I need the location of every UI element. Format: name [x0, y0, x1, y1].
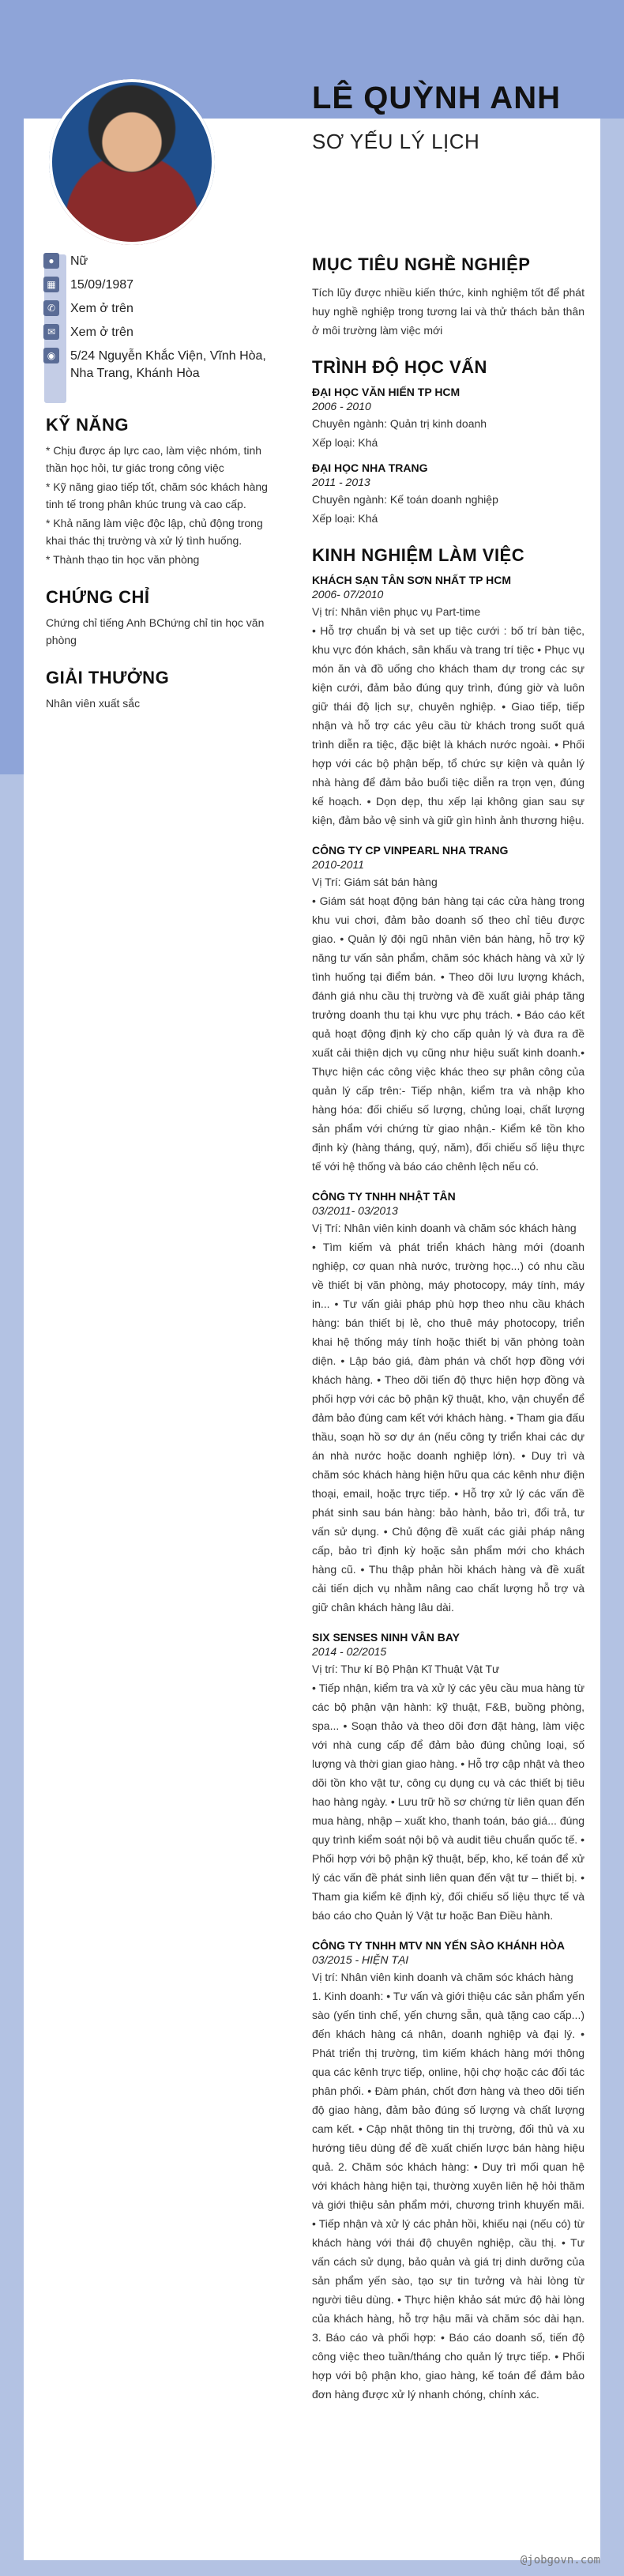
certificates-section: [46, 587, 275, 649]
section-heading: MỤC TIÊU NGHỀ NGHIỆP: [312, 254, 531, 274]
contact-phone: [43, 300, 280, 318]
section-heading: GIẢI THƯỞNG: [46, 668, 170, 687]
experience-position: Vị trí: Nhân viên phục vụ Part-time: [312, 605, 481, 618]
contact-text: 15/09/1987: [70, 278, 134, 292]
experience-position: Vị Trí: Giám sát bán hàng: [312, 876, 438, 888]
awards-section: [46, 668, 275, 712]
document-title: SƠ YẾU LÝ LỊCH: [312, 130, 480, 153]
phone-icon: ✆: [43, 300, 59, 316]
left-column: [46, 415, 275, 731]
skill-item: * Kỹ năng giao tiếp tốt, chăm sóc khách hàng tinh tế trong phân khúc trung và cao cấp.: [46, 480, 268, 510]
contact-text: Xem ở trên: [70, 326, 133, 339]
experience-item: [312, 1190, 585, 1617]
contact-birthday: [43, 277, 280, 294]
experience-date: 2014 - 02/2015: [312, 1645, 387, 1658]
experience-description: • Hỗ trợ chuẩn bị và set up tiệc cưới : bố trí bàn tiệc, khu vực đón khách, sân khấu và trang trí tiệc • Phục vụ món ăn và đồ uống cho khách tham dự trong các sự kiện cưới, đảm bảo đúng quy trình, đúng giờ và luôn giữ thái độ lịch sự, chuyên nghiệp. • Giao tiếp, tiếp nhận và hỗ trợ các yêu cầu từ khách trong suốt quá trình diễn ra tiệc, đặc biệt là khách nước ngoài. • Phối hợp với các bộ phận bếp, tổ chức sự kiện và quản lý nhà hàng để đảm bảo buổi tiệc diễn ra trọn vẹn, đúng kế hoạch. • Dọn dẹp, thu xếp lại không gian sau sự kiện, đảm bảo vệ sinh và giữ gìn hình ảnh thương hiệu.: [312, 624, 585, 827]
section-heading: KỸ NĂNG: [46, 415, 129, 435]
experience-date: 03/2011- 03/2013: [312, 1204, 398, 1217]
experience-section: [312, 545, 585, 2404]
company-name: SIX SENSES NINH VÂN BAY: [312, 1631, 460, 1644]
contact-gender: [43, 253, 280, 270]
skill-item: * Chịu được áp lực cao, làm việc nhóm, tinh thần học hỏi, tư giác trong công việc: [46, 444, 262, 474]
education-grade: Xếp loại: Khá: [312, 436, 378, 449]
experience-item: [312, 1939, 585, 2404]
experience-position: Vị trí: Nhân viên kinh doanh và chăm sóc khách hàng: [312, 1971, 573, 1983]
email-icon: ✉: [43, 324, 59, 340]
school-name: ĐẠI HỌC VĂN HIẾN TP HCM: [312, 386, 460, 398]
section-heading: KINH NGHIỆM LÀM VIỆC: [312, 545, 525, 565]
experience-description: • Giám sát hoạt động bán hàng tại các cửa hàng trong khu vui chơi, đảm bảo doanh số theo chỉ tiêu được giao. • Quản lý đội ngũ nhân viên bán hàng, hỗ trợ kỹ năng tư vấn sản phẩm, chăm sóc khách hàng và xử lý tình huống tại điểm bán. • Theo dõi lưu lượng khách, đánh giá nhu cầu thị trường và đề xuất giải pháp tăng trưởng doanh thu tại khu vực phụ trách. • Báo cáo kết quả hoạt động định kỳ cho cấp quản lý và đưa ra đề xuất cải thiện dịch vụ cũng như hiệu suất kinh doanh.• Thực hiện các công việc khác theo sự phân công của quản lý cấp trên:- Tiếp nhận, kiểm tra và nhập kho hàng hóa: đối chiếu số lượng, chủng loại, chất lượng sản phẩm với chứng từ giao nhận.- Kiểm kê tồn kho định kỳ (hàng tháng, quý, năm), đối chiếu số liệu thực tế với hệ thống và báo cáo chênh lệch nếu có.: [312, 894, 585, 1173]
education-date: 2006 - 2010: [312, 400, 371, 412]
skills-section: [46, 415, 275, 568]
experience-item: [312, 1631, 585, 1925]
side-accent-band: [0, 119, 24, 774]
skill-item: * Khả năng làm việc độc lập, chủ động trong khai thác thị trường và xử lý tình huống.: [46, 517, 263, 547]
contact-text: Xem ở trên: [70, 302, 133, 315]
section-heading: TRÌNH ĐỘ HỌC VẤN: [312, 357, 487, 377]
education-date: 2011 - 2013: [312, 476, 370, 488]
section-heading: CHỨNG CHỈ: [46, 587, 150, 607]
education-grade: Xếp loại: Khá: [312, 512, 378, 525]
calendar-icon: ▦: [43, 277, 59, 292]
education-section: [312, 357, 585, 528]
footer-watermark: @jobgovn.com: [520, 2554, 600, 2567]
company-name: CÔNG TY TNHH MTV NN YẾN SÀO KHÁNH HÒA: [312, 1939, 565, 1952]
experience-description: • Tiếp nhận, kiểm tra và xử lý các yêu cầu mua hàng từ các bộ phận vận hành: kỹ thuật, F&B, buồng phòng, spa... • Soạn thảo và theo dõi đơn đặt hàng, làm việc với nhà cung cấp để đảm bảo đúng chủng loại, số lượng và thời gian giao hàng. • Hỗ trợ cập nhật và theo dõi tồn kho vật tư, công cụ dụng cụ và các thiết bị tiêu hao hàng ngày. • Lưu trữ hồ sơ chứng từ liên quan đến mua hàng, nhập – xuất kho, thanh toán, báo giá... đúng quy trình kiểm soát nội bộ và audit tiêu chuẩn quốc tế. • Phối hợp với bộ phận kỹ thuật, bếp, kho, kế toán để xử lý các vấn đề phát sinh liên quan đến vật tư – thiết bị. • Tham gia kiểm kê định kỳ, đối chiếu số liệu thực tế và báo cáo cho Quản lý Vật tư hoặc Ban Điều hành.: [312, 1682, 585, 1922]
contact-address: [43, 348, 280, 382]
education-item: [312, 386, 585, 452]
objective-section: [312, 254, 585, 340]
candidate-name: LÊ QUỲNH ANH: [312, 81, 561, 115]
experience-item: [312, 844, 585, 1176]
contact-text: 5/24 Nguyễn Khắc Viện, Vĩnh Hòa, Nha Trang, Khánh Hòa: [70, 349, 266, 380]
certificate-text: Chứng chỉ tiếng Anh BChứng chỉ tin học văn phòng: [46, 616, 265, 646]
education-major: Chuyên ngành: Quản trị kinh doanh: [312, 417, 487, 430]
avatar: [49, 79, 215, 245]
objective-text: Tích lũy được nhiều kiến thức, kinh nghiệm tốt để phát huy nghề nghiệp trong tương lai và thử thách bản thân ở môi trường làm việc mới: [312, 286, 585, 337]
experience-date: 2010-2011: [312, 858, 364, 871]
contact-info: [43, 253, 280, 389]
education-item: [312, 461, 585, 528]
experience-date: 03/2015 - HIỆN TẠI: [312, 1953, 409, 1966]
experience-description: 1. Kinh doanh: • Tư vấn và giới thiệu các sản phẩm yến sào (yến tinh chế, yến chưng sẵn, quà tặng cao cấp...) đến khách hàng cá nhân, doanh nghiệp và đại lý. • Phát triển thị trường, tìm kiếm khách hàng mới thông qua các kênh trực tiếp, online, hội chợ hoặc các đối tác phân phối. • Đàm phán, chốt đơn hàng và theo dõi tiến độ giao hàng, đảm bảo đúng số lượng và chất lượng cam kết. • Cập nhật thông tin thị trường, đối thủ và xu hướng tiêu dùng để đề xuất chiến lược bán hàng hiệu quả. 2. Chăm sóc khách hàng: • Duy trì mối quan hệ với khách hàng hiện tại, thường xuyên liên hệ hỏi thăm và giới thiệu sản phẩm mới, chương trình khuyến mãi. • Tiếp nhận và xử lý các phản hồi, khiếu nại (nếu có) từ khách hàng với thái độ chuyên nghiệp, cầu thị. • Tư vấn cách sử dụng, bảo quản và giá trị dinh dưỡng của sản phẩm yến sào, tạo sự tin tưởng và hài lòng từ người tiêu dùng. • Thực hiện khảo sát mức độ hài lòng của khách hàng, hỗ trợ hậu mãi và chăm sóc dài hạn. 3. Báo cáo và phối hợp: • Báo cáo doanh số, tiến độ công việc theo tuần/tháng cho quản lý trực tiếp. • Phối hợp với bộ phận kho, giao hàng, kế toán để đảm bảo đơn hàng được xử lý nhanh chóng, chính xác.: [312, 1990, 585, 2401]
contact-email: [43, 324, 280, 341]
school-name: ĐẠI HỌC NHA TRANG: [312, 461, 428, 474]
skill-item: * Thành thạo tin học văn phòng: [46, 553, 200, 566]
location-icon: ◉: [43, 348, 59, 363]
award-text: Nhân viên xuất sắc: [46, 697, 141, 710]
contact-text: Nữ: [70, 254, 88, 268]
company-name: CÔNG TY CP VINPEARL NHA TRANG: [312, 844, 509, 857]
experience-position: Vị Trí: Nhân viên kinh doanh và chăm sóc khách hàng: [312, 1222, 577, 1234]
education-major: Chuyên ngành: Kế toán doanh nghiệp: [312, 493, 498, 506]
company-name: CÔNG TY TNHH NHẬT TÂN: [312, 1190, 456, 1203]
company-name: KHÁCH SẠN TÂN SƠN NHẤT TP HCM: [312, 574, 512, 586]
person-icon: ●: [43, 253, 59, 269]
experience-item: [312, 574, 585, 830]
right-column: [312, 254, 585, 2421]
experience-position: Vị trí: Thư kí Bộ Phận Kĩ Thuật Vật Tư: [312, 1663, 500, 1675]
experience-description: • Tìm kiếm và phát triển khách hàng mới (doanh nghiệp, cơ quan nhà nước, trường học...) có nhu cầu về thiết bị văn phòng, máy photocopy, máy tính, máy in... • Tư vấn giải pháp phù hợp theo nhu cầu khách hàng: bán thiết bị lẻ, cho thuê máy photocopy, triển khai hệ thống máy tính hoặc thiết bị văn phòng toàn diện. • Lập báo giá, đàm phán và chốt hợp đồng với khách hàng. • Theo dõi tiến độ thực hiện hợp đồng và phối hợp với các bộ phận kỹ thuật, kho, vận chuyển để đảm bảo đúng cam kết với khách hàng. • Tham gia đấu thầu, soạn hồ sơ dự án (nếu công ty triển khai các dự án nhà nước hoặc doanh nghiệp lớn). • Duy trì và chăm sóc khách hàng hiện hữu qua các kênh như điện thoại, email, hoặc trực tiếp. • Hỗ trợ xử lý các vấn đề phát sinh sau bán hàng: bảo hành, bảo trì, đổi trả, tư vấn sử dụng. • Chủ động đề xuất các giải pháp nâng cấp, bảo trì định kỳ hoặc sản phẩm mới cho khách hàng cũ. • Thu thập phản hồi khách hàng và đề xuất cải tiến dịch vụ nhằm nâng cao chất lượng hỗ trợ và giữ chân khách hàng lâu dài.: [312, 1241, 585, 1614]
experience-date: 2006- 07/2010: [312, 588, 384, 601]
